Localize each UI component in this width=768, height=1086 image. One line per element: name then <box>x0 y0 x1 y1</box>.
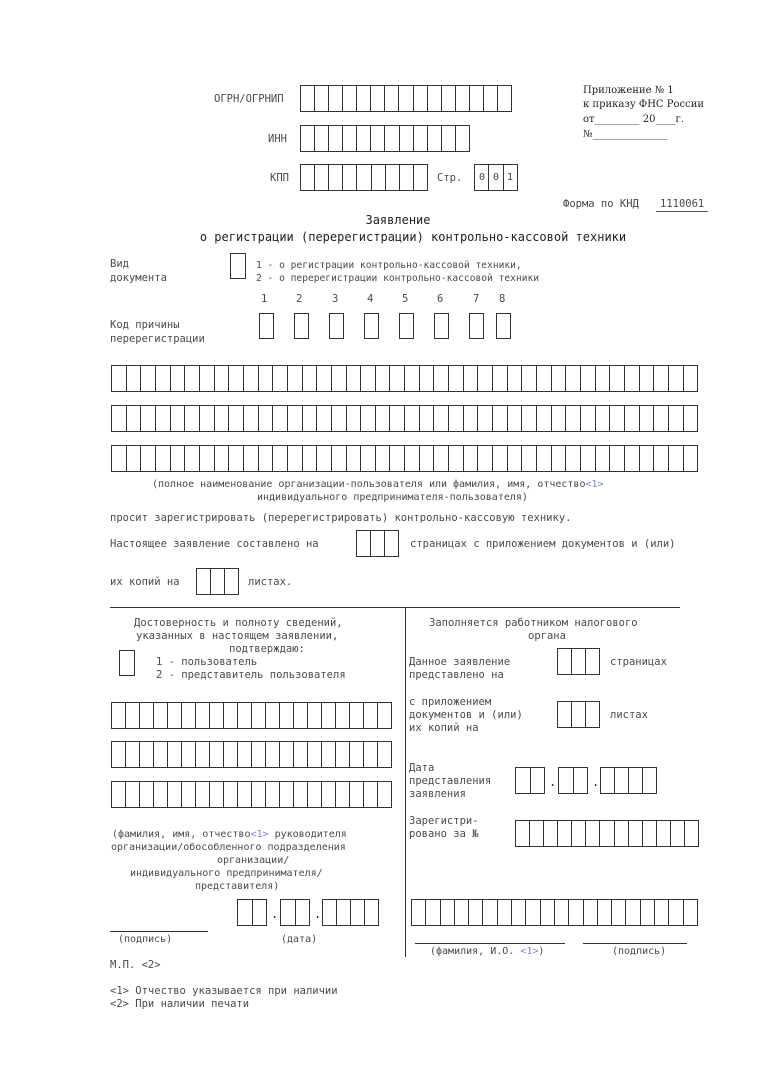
left-header-1: Достоверность и полноту сведений, <box>134 617 343 629</box>
doc-type-option-1: 1 - о регистрации контрольно-кассовой техники, <box>256 260 522 271</box>
officer-signature-label: (подпись) <box>612 946 667 957</box>
reason-number: 4 <box>367 293 374 305</box>
reason-cell-8[interactable] <box>496 313 511 339</box>
right-header-2: органа <box>528 630 566 642</box>
attach-label-2: документов и (или) <box>409 709 523 721</box>
officer-name-label: (фамилия, И.О. <1>) <box>430 946 545 957</box>
form-knd-label: Форма по КНД <box>563 198 639 210</box>
signer-name-row[interactable] <box>111 781 392 808</box>
ogrn-label: ОГРН/ОГРНИП <box>214 93 284 105</box>
signer-caption-1: (фамилия, имя, отчество<1> руководителя <box>112 829 347 840</box>
received-pages-cells[interactable] <box>557 648 600 675</box>
reason-label: Код причины <box>110 319 180 331</box>
officer-name-line <box>415 943 565 944</box>
officer-signature-line <box>583 943 687 944</box>
inn-cells[interactable] <box>300 125 470 152</box>
annex-line-4: №_______________ <box>583 129 668 140</box>
document-subtitle: о регистрации (перерегистрации) контрольно-кассовой техники <box>199 230 627 244</box>
received-pages-label-2: представлено на <box>409 669 504 681</box>
signer-option-2: 2 - представитель пользователя <box>156 669 346 681</box>
reason-number: 2 <box>296 293 303 305</box>
page-digit: 0 <box>492 172 500 183</box>
pages-prefix: Настоящее заявление составлено на <box>110 538 319 550</box>
attach-label-3: их копий на <box>409 722 479 734</box>
registered-label-2: ровано за № <box>409 828 479 840</box>
copies-count-cells[interactable] <box>196 568 239 595</box>
signer-option-1: 1 - пользователь <box>156 656 258 668</box>
submit-date-label-1: Дата <box>409 762 435 774</box>
date-dot: . <box>314 907 322 921</box>
org-name-caption-1: (полное наименование организации-пользователя или фамилия, имя, отчество<1> <box>152 479 604 490</box>
sign-date-day[interactable] <box>237 899 267 926</box>
footnote-2: <2> При наличии печати <box>110 998 250 1010</box>
stamp-label: М.П. <2> <box>110 959 161 971</box>
doc-type-label: Вид <box>110 258 129 270</box>
request-text: просит зарегистрировать (перерегистрировать) контрольно-кассовую технику. <box>110 512 572 524</box>
pages-suffix: страницах с приложением документов и (или) <box>410 538 676 550</box>
org-name-row[interactable] <box>111 445 698 472</box>
footnote-1: <1> Отчество указывается при наличии <box>110 985 338 997</box>
sign-date-year[interactable] <box>322 899 379 926</box>
submit-date-label-2: представления <box>409 775 492 787</box>
right-header-1: Заполняется работником налогового <box>429 617 638 629</box>
date-label: (дата) <box>281 934 318 945</box>
signer-caption-3: организации/ <box>217 855 290 866</box>
attach-count-cells[interactable] <box>557 701 600 728</box>
submit-date-month[interactable] <box>558 767 588 794</box>
signer-caption-2: организации/обособленного подразделения <box>111 842 346 853</box>
document-title: Заявление <box>365 213 431 227</box>
signer-caption-4: индивидуального предпринимателя/ <box>130 868 323 879</box>
reason-number: 5 <box>402 293 409 305</box>
reason-number: 8 <box>499 293 506 305</box>
attach-suffix: листах <box>610 709 648 721</box>
left-header-2: указанных в настоящем заявлении, <box>136 630 339 642</box>
officer-name-cells[interactable] <box>411 899 698 926</box>
registration-number-cells[interactable] <box>515 820 699 847</box>
doc-type-label-2: документа <box>110 272 167 284</box>
reason-cell-4[interactable] <box>364 313 379 339</box>
reason-cell-6[interactable] <box>434 313 449 339</box>
reason-label-2: перерегистрации <box>110 333 205 345</box>
date-dot: . <box>271 907 279 921</box>
reason-number: 1 <box>261 293 268 305</box>
sign-date-month[interactable] <box>280 899 310 926</box>
attach-label-1: с приложением <box>409 696 492 708</box>
signer-caption-5: представителя) <box>195 881 280 892</box>
page-digit: 0 <box>478 172 486 183</box>
section-vertical-divider <box>405 607 406 957</box>
signer-name-row[interactable] <box>111 741 392 768</box>
date-dot: . <box>549 775 557 789</box>
ogrn-cells[interactable] <box>300 85 512 112</box>
reason-number: 6 <box>437 293 444 305</box>
signer-name-row[interactable] <box>111 702 392 729</box>
submit-date-day[interactable] <box>515 767 545 794</box>
org-name-row[interactable] <box>111 405 698 432</box>
submit-date-label-3: заявления <box>409 788 466 800</box>
reason-cell-2[interactable] <box>294 313 309 339</box>
date-dot: . <box>592 775 600 789</box>
received-pages-suffix: страницах <box>610 656 667 668</box>
reason-number: 3 <box>332 293 339 305</box>
form-knd-code: 1110061 <box>656 198 708 212</box>
annex-line-3: от_________ 20____г. <box>583 114 684 125</box>
doc-type-option-2: 2 - о перерегистрации контрольно-кассовой техники <box>256 273 540 284</box>
org-name-caption-2: индивидуального предпринимателя-пользователя) <box>257 492 528 503</box>
received-pages-label-1: Данное заявление <box>409 656 511 668</box>
left-header-3: подтверждаю: <box>229 643 305 655</box>
page-label: Стр. <box>437 172 463 184</box>
copies-suffix: листах. <box>248 576 293 588</box>
org-name-row[interactable] <box>111 365 698 392</box>
kpp-label: КПП <box>270 172 289 184</box>
signature-label: (подпись) <box>118 934 173 945</box>
annex-line-1: Приложение № 1 <box>583 85 674 96</box>
reason-cell-7[interactable] <box>469 313 484 339</box>
page-digit: 1 <box>506 172 514 183</box>
inn-label: ИНН <box>268 133 287 145</box>
doc-type-cell[interactable] <box>230 253 246 279</box>
annex-line-2: к приказу ФНС России <box>583 99 705 110</box>
reason-cell-5[interactable] <box>399 313 414 339</box>
reason-number: 7 <box>473 293 480 305</box>
reason-cell-3[interactable] <box>329 313 344 339</box>
copies-prefix: их копий на <box>110 576 180 588</box>
reason-cell-1[interactable] <box>259 313 274 339</box>
kpp-cells[interactable] <box>300 164 428 191</box>
section-divider <box>110 607 680 608</box>
registered-label-1: Зарегистри- <box>409 815 479 827</box>
signer-type-cell[interactable] <box>119 650 135 676</box>
pages-count-cells[interactable] <box>356 530 399 557</box>
signature-line <box>110 931 208 932</box>
submit-date-year[interactable] <box>600 767 657 794</box>
